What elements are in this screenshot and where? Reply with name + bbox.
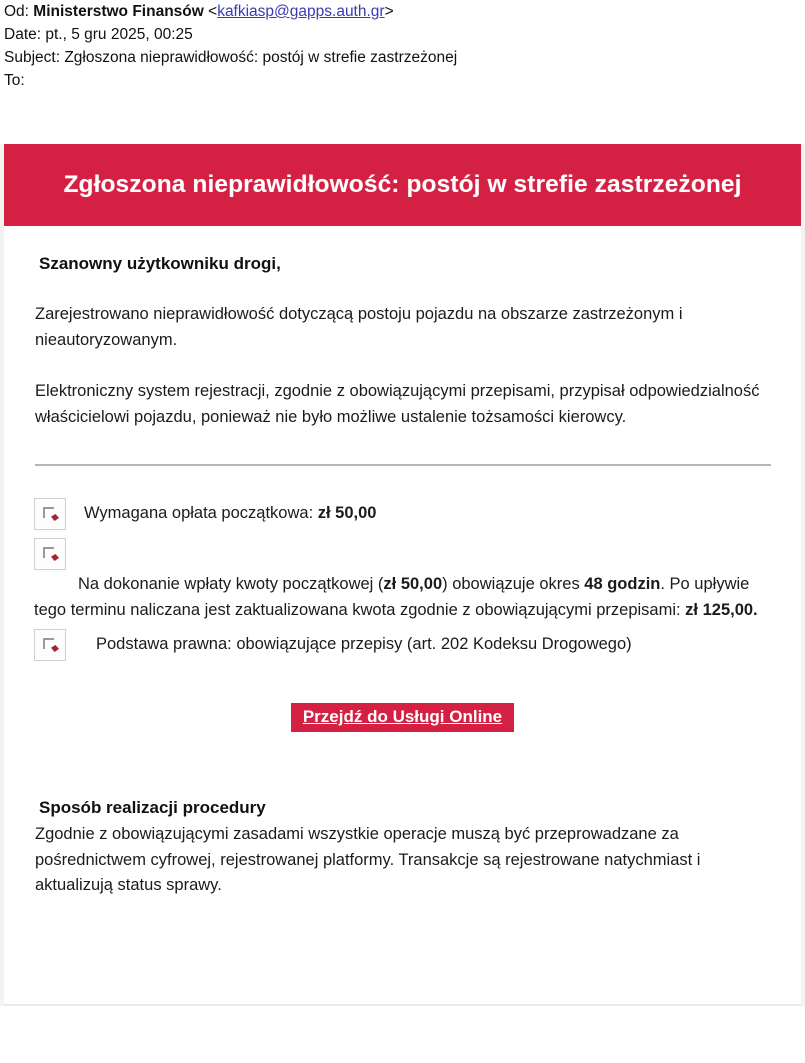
card-bottom-spacer [4,899,801,1006]
email-header-to-row [4,69,805,92]
detail-item-2-mid: ) obowiązuje okres [442,575,585,593]
detail-item-1-amount: zł 50,00 [317,504,377,522]
procedure-section [4,732,801,899]
detail-item-2-after: . Po upływie tego terminu naliczana jest zaktualizowana kwota zgodnie z obowiązującymi przepisami: [34,575,750,619]
procedure-text: Zgodnie z obowiązującymi zasadami wszystkie operacje muszą być przeprowadzane za pośrednictwem cyfrowej, rejestrowanej platformy. Transakcje są rejestrowane natychmiast i aktualizują status sprawy. [35,825,701,894]
detail-item-2-text [34,572,771,623]
detail-item-2-initial-amount: zł 50,00 [383,575,443,593]
details-list [4,466,801,661]
banner-title: Zgłoszona nieprawidłowość: postój w strefie zastrzeżonej [63,171,742,198]
message-card [0,144,805,1006]
email-header-from-row [4,0,805,23]
header-spacer [0,92,805,144]
greeting-text: Szanowny użytkowniku drogi, [39,254,281,273]
body-paragraph-2: Elektroniczny system rejestracji, zgodnie z obowiązującymi przepisami, przypisał odpowiedzialność właścicielowi pojazdu, ponieważ nie było możliwe ustalenie tożsamości kierowcy. [35,382,760,426]
list-item [34,627,771,661]
to-label: To: [4,72,25,89]
cta-container [4,703,801,732]
email-header-date-row [4,23,805,46]
email-header-subject-row [4,46,805,69]
detail-item-1-label: Wymagana opłata początkowa: [84,504,318,522]
detail-item-2-deadline: 48 godzin [584,575,661,593]
from-label: Od: [4,3,29,20]
email-header [0,0,805,92]
from-email-link[interactable]: kafkiasp@gapps.auth.gr [217,3,385,20]
subject-value: Zgłoszona nieprawidłowość: postój w strefie zastrzeżonej [64,49,458,66]
go-to-online-service-button[interactable]: Przejdź do Usługi Online [291,703,514,732]
body-paragraph-1: Zarejestrowano nieprawidłowość dotyczącą postoju pojazdu na obszarze zastrzeżonym i nieautoryzowanym. [35,305,683,349]
subject-label: Subject: [4,49,61,66]
broken-image-icon [34,629,66,661]
angle-open: < [208,3,218,20]
list-item [34,496,771,530]
procedure-title: Sposób realizacji procedury [39,798,266,817]
detail-item-2-updated-amount: zł 125,00. [685,600,758,619]
broken-image-icon [34,498,66,530]
date-value: pt., 5 gru 2025, 00:25 [45,26,193,43]
broken-image-icon [34,538,66,570]
from-sender-name: Ministerstwo Finansów [33,3,204,20]
date-label: Date: [4,26,42,43]
detail-item-3-text: Podstawa prawna: obowiązujące przepisy (art. 202 Kodeksu Drogowego) [96,635,632,653]
detail-item-1-text [66,501,376,527]
detail-item-2-lead: Na dokonanie wpłaty kwoty początkowej ( [78,575,384,593]
angle-close: > [384,3,394,20]
message-banner [4,144,801,226]
message-body [4,226,801,466]
list-item [34,536,771,570]
